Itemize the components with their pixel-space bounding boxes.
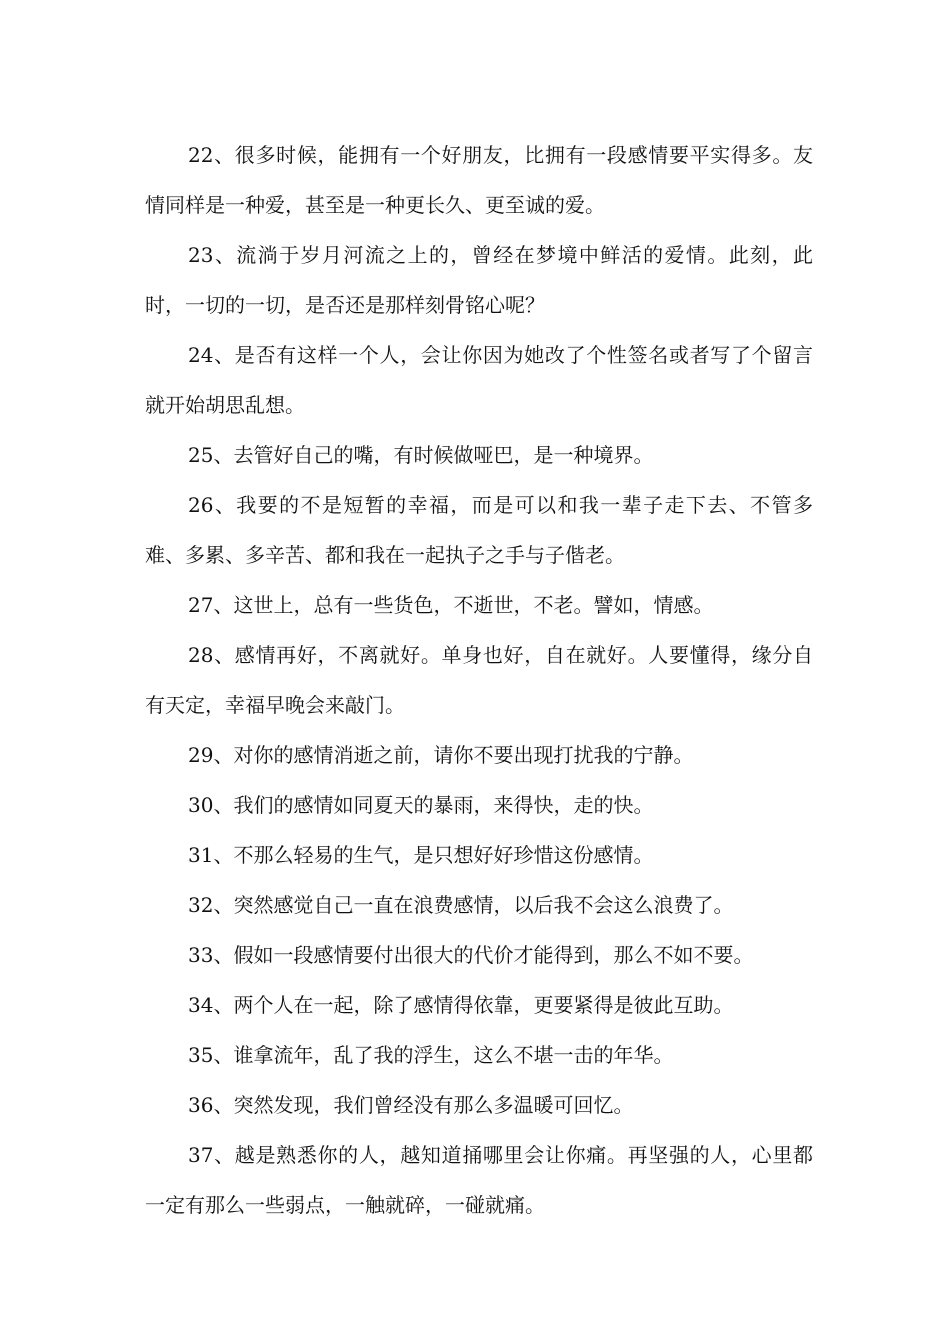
paragraph-33: 33、假如一段感情要付出很大的代价才能得到，那么不如不要。 [188,943,754,967]
paragraph-31: 31、不那么轻易的生气，是只想好好珍惜这份感情。 [188,843,654,867]
paragraph-24: 24、是否有这样一个人，会让你因为她改了个性签名或者写了个留言就开始胡思乱想。 [145,343,813,417]
paragraph-29: 29、对你的感情消逝之前，请你不要出现打扰我的宁静。 [188,743,694,767]
paragraph-25: 25、去管好自己的嘴，有时候做哑巴，是一种境界。 [188,443,654,467]
paragraph-27: 27、这世上，总有一些货色，不逝世，不老。譬如，情感。 [188,593,714,617]
paragraph-30: 30、我们的感情如同夏天的暴雨，来得快，走的快。 [188,793,654,817]
paragraph-36: 36、突然发现，我们曾经没有那么多温暖可回忆。 [188,1093,634,1117]
paragraph-23: 23、流淌于岁月河流之上的，曾经在梦境中鲜活的爱情。此刻，此时，一切的一切，是否还是那样刻骨铭心呢？ [145,243,813,317]
paragraph-35: 35、谁拿流年，乱了我的浮生，这么不堪一击的年华。 [188,1043,674,1067]
paragraph-32: 32、突然感觉自己一直在浪费感情，以后我不会这么浪费了。 [188,893,734,917]
paragraph-34: 34、两个人在一起，除了感情得依靠，更要紧得是彼此互助。 [188,993,734,1017]
paragraph-26: 26、我要的不是短暂的幸福，而是可以和我一辈子走下去、不管多难、多累、多辛苦、都和我在一起执子之手与子偕老。 [145,493,813,567]
document-body [145,130,813,1230]
paragraph-28: 28、感情再好，不离就好。单身也好，自在就好。人要懂得，缘分自有天定，幸福早晚会来敲门。 [145,643,813,717]
paragraph-22: 22、很多时候，能拥有一个好朋友，比拥有一段感情要平实得多。友情同样是一种爱，甚至是一种更长久、更至诚的爱。 [145,143,813,217]
paragraph-37: 37、越是熟悉你的人，越知道捅哪里会让你痛。再坚强的人，心里都一定有那么一些弱点，一触就碎，一碰就痛。 [145,1143,813,1217]
